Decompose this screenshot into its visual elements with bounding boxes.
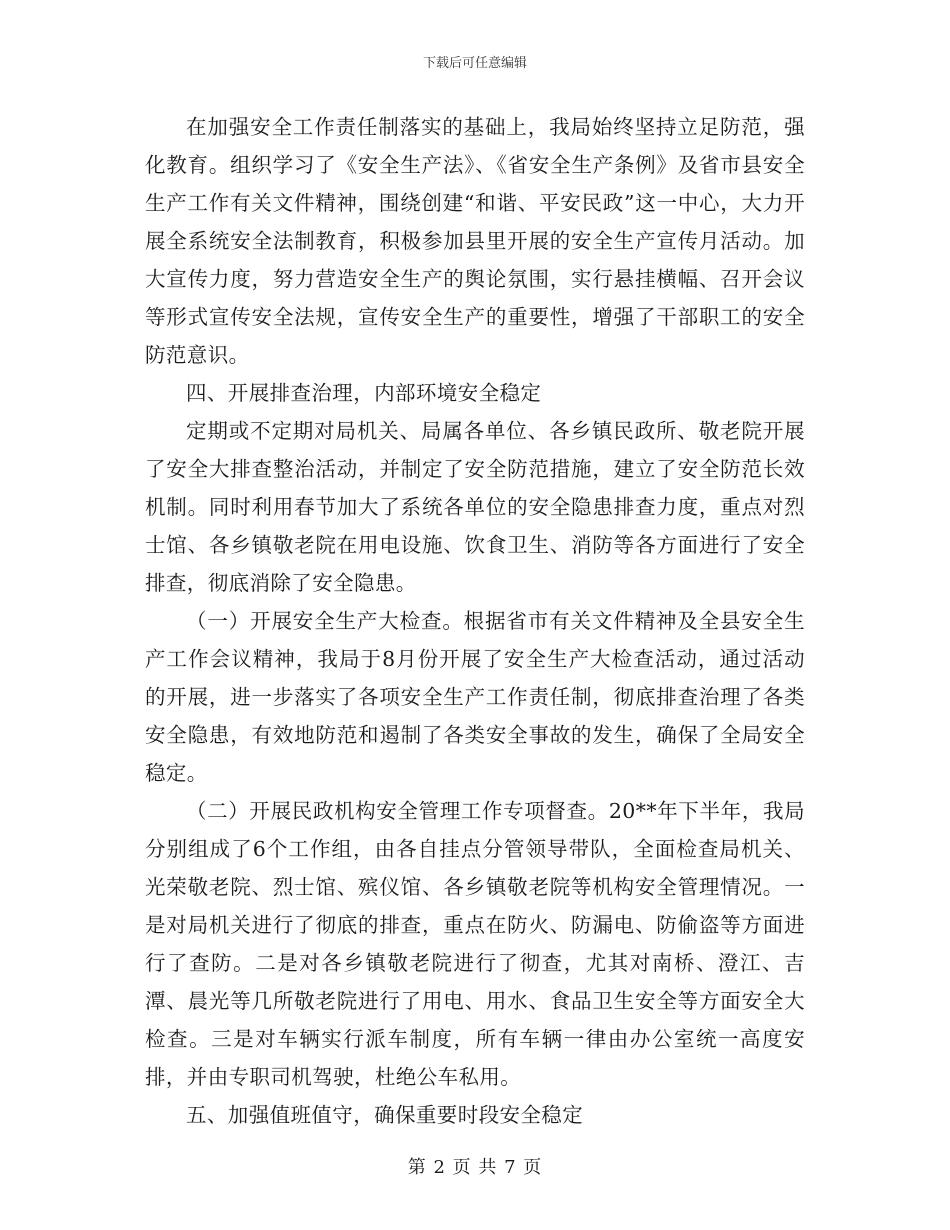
page-header-note: 下载后可任意编辑 [422,56,527,71]
section-heading-4: 四、开展排查治理，内部环境安全稳定 [186,381,542,405]
paragraph-safety-education: 在加强安全工作责任制落实的基础上，我局始终坚持立足防范，强化教育。组织学习了《安全生产法》、《省安全生产条例》及省市县安全生产工作有关文件精神，围绕创建“和谐、平安民政”这一中心，大力开展全系统安全法制教育，积极参加县里开展的安全生产宣传月活动。加大宣传力度，努力营造安全生产的舆论氛围，实行悬挂横幅、召开会议等形式宣传安全法规，宣传安全生产的重要性，增强了干部职工的安全防范意识。 [145,115,805,367]
paragraph-inspection-overview: 定期或不定期对局机关、局属各单位、各乡镇民政所、敬老院开展了安全大排查整治活动，并制定了安全防范措施，建立了安全防范长效机制。同时利用春节加大了系统各单位的安全隐患排查力度，重点对烈士馆、各乡镇敬老院在用电设施、饮食卫生、消防等各方面进行了安全排查，彻底消除了安全隐患。 [145,419,805,595]
page-number-footer: 第 2 页 共 7 页 [407,1157,543,1178]
paragraph-subsection-2: （二）开展民政机构安全管理工作专项督查。20**年下半年，我局分别组成了6个工作组，由各自挂点分管领导带队，全面检查局机关、光荣敬老院、烈士馆、殡仪馆、各乡镇敬老院等机构安全管理情况。一是对局机关进行了彻底的排查，重点在防火、防漏电、防偷盗等方面进行了查防。二是对各乡镇敬老院进行了彻查，尤其对南桥、澄江、吉潭、晨光等几所敬老院进行了用电、用水、食品卫生安全等方面安全大检查。三是对车辆实行派车制度，所有车辆一律由办公室统一高度安排，并由专职司机驾驶，杜绝公车私用。 [145,799,805,1089]
paragraph-subsection-1: （一）开展安全生产大检查。根据省市有关文件精神及全县安全生产工作会议精神，我局于8月份开展了安全生产大检查活动，通过活动的开展，进一步落实了各项安全生产工作责任制，彻底排查治理了各类安全隐患，有效地防范和遏制了各类安全事故的发生，确保了全局安全稳定。 [145,609,805,785]
section-heading-5: 五、加强值班值守，确保重要时段安全稳定 [186,1103,584,1127]
document-body [145,108,805,1134]
